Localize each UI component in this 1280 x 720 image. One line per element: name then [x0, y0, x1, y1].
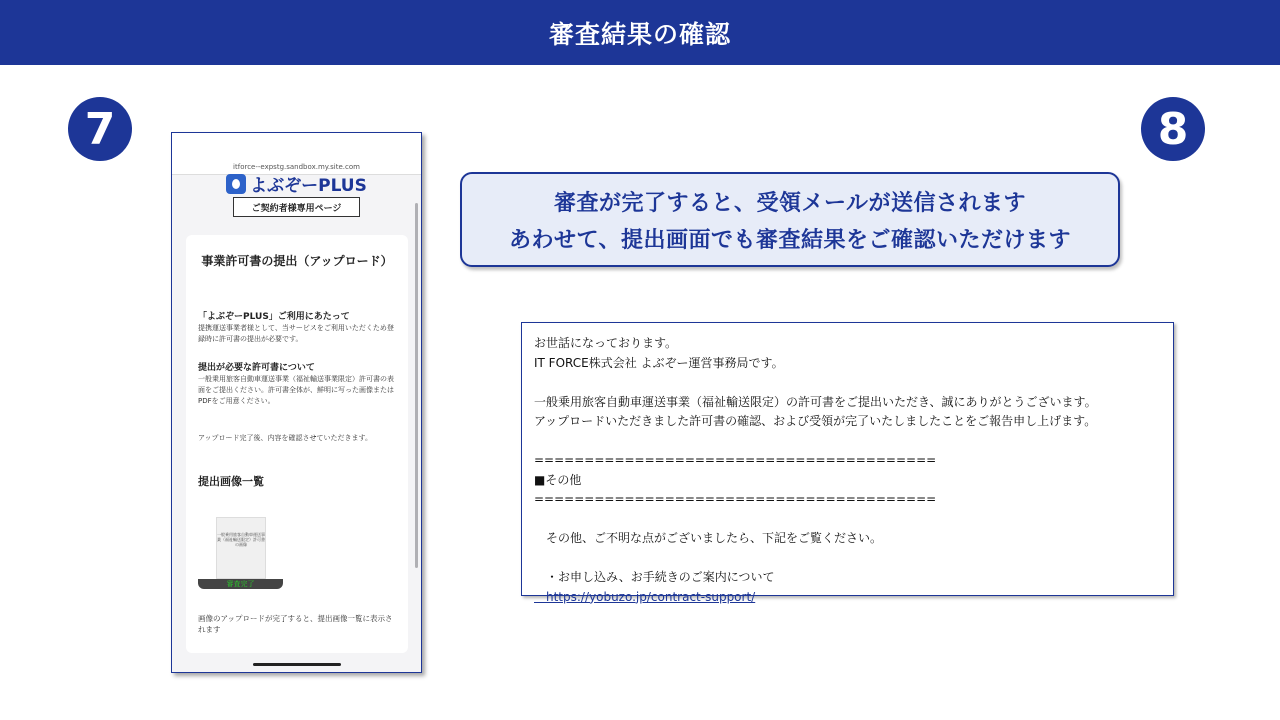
card-title: 事業許可書の提出（アップロード）: [201, 254, 393, 268]
section-heading: 提出が必要な許可書について: [198, 363, 315, 373]
section-text: アップロード完了後、内容を確認させていただきます。: [198, 434, 372, 442]
upload-card: [186, 235, 408, 653]
image-list-heading: 提出画像一覧: [198, 475, 264, 488]
email-line: [534, 549, 1161, 569]
email-line: [534, 373, 1161, 393]
info-callout: [460, 172, 1120, 267]
card-footer-text: 画像のアップロードが完了すると、提出画像一覧に表示されます: [198, 614, 393, 634]
step-8-badge: 8: [1141, 97, 1205, 161]
brand-logo: [172, 171, 421, 196]
email-line: お世話になっております。: [534, 336, 678, 350]
email-line: ・お申し込み、お手続きのご案内について: [534, 570, 775, 584]
callout-line-2: あわせて、提出画面でも審査結果をご確認いただけます: [508, 227, 1072, 253]
browser-url: itforce--expstg.sandbox.my.site.com: [172, 133, 421, 175]
section-heading: 「よぶぞーPLUS」ご利用にあたって: [198, 312, 350, 322]
support-link[interactable]: https://yobuzo.jp/contract-support/: [534, 589, 756, 604]
email-line: 一般乗用旅客自動車運送事業（福祉輸送限定）の許可書をご提出いただき、誠にありがとうございます。: [534, 394, 1097, 409]
email-line: [534, 510, 1161, 530]
callout-line-1: 審査が完了すると、受領メールが送信されます: [553, 190, 1027, 216]
email-line: [534, 432, 1161, 452]
scrollbar[interactable]: [415, 203, 418, 568]
review-status-badge: 審査完了: [198, 579, 283, 589]
section-text: 提携運送事業者様として、当サービスをご利用いただくため登録時に許可書の提出が必要です。: [198, 324, 394, 343]
email-line: その他、ご不明な点がございましたら、下記をご覧ください。: [534, 531, 883, 545]
brand-name: よぶぞーPLUS: [250, 176, 367, 196]
uploaded-image-thumbnail[interactable]: 一般乗用旅客自動車運送事業（福祉輸送限定）許可書の画像: [216, 517, 266, 579]
email-line: IT FORCE株式会社 よぶぞー運営事務局です。: [534, 355, 784, 370]
email-line: ■その他: [534, 472, 582, 487]
email-line: ========================================: [534, 492, 937, 506]
phone-screenshot: [171, 132, 422, 673]
member-page-button[interactable]: ご契約者様専用ページ: [233, 197, 360, 217]
home-indicator: [253, 663, 341, 666]
email-line: アップロードいただきました許可書の確認、および受領が完了いたしましたことをご報告申し上げます。: [534, 414, 1097, 428]
email-body: [521, 322, 1174, 604]
header-bar: [0, 0, 1280, 65]
page-title: 審査結果の確認: [548, 19, 731, 49]
section-text: 一般乗用旅客自動車運送事業（福祉輸送事業限定）許可書の表面をご提出ください。許可書全体が、鮮明に写った画像またはPDFをご用意ください。: [198, 375, 394, 405]
brand-icon: [226, 174, 246, 194]
step-7-badge: 7: [68, 97, 132, 161]
email-line: ========================================: [534, 453, 937, 467]
